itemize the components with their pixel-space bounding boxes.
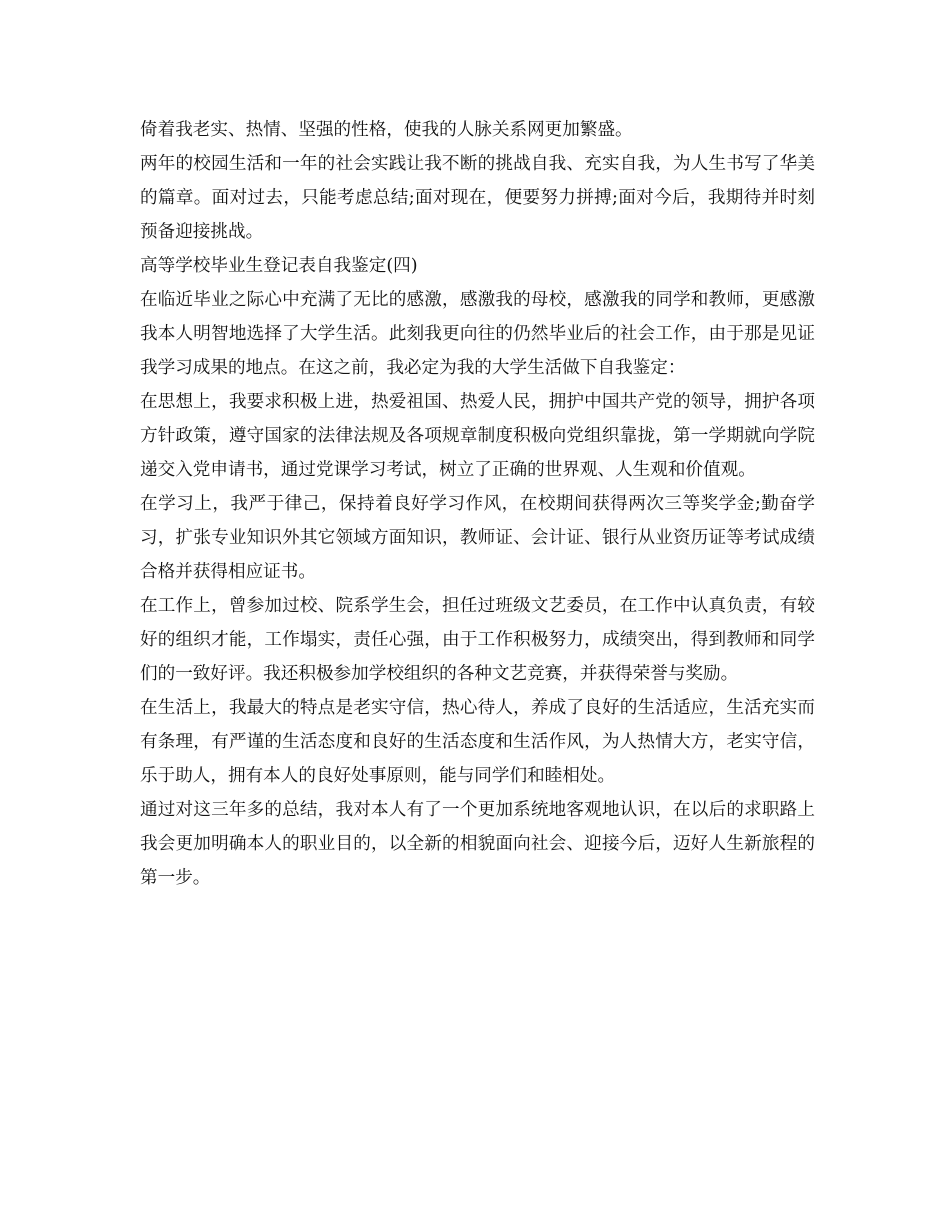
- paragraph-work: 在工作上，曾参加过校、院系学生会，担任过班级文艺委员，在工作中认真负责，有较好的组织才能，工作塌实，责任心强，由于工作积极努力，成绩突出，得到教师和同学们的一致好评。我还积极参加学校组织的各种文艺竞赛，并获得荣誉与奖励。: [140, 596, 815, 684]
- paragraph-closing-sentence: 倚着我老实、热情、坚强的性格，使我的人脉关系网更加繁盛。: [140, 120, 633, 140]
- paragraph-life: 在生活上，我最大的特点是老实守信，热心待人，养成了良好的生活适应，生活充实而有条理，有严谨的生活态度和良好的生活态度和生活作风，为人热情大方，老实守信，乐于助人，拥有本人的良好处事原则，能与同学们和睦相处。: [140, 698, 815, 786]
- section-heading: 高等学校毕业生登记表自我鉴定(四): [140, 256, 418, 276]
- paragraph-ideology: 在思想上，我要求积极上进，热爱祖国、热爱人民，拥护中国共产党的领导，拥护各项方针政策，遵守国家的法律法规及各项规章制度积极向党组织靠拢，第一学期就向学院递交入党申请书，通过党课学习考试，树立了正确的世界观、人生观和价值观。: [140, 392, 815, 480]
- document-body: [140, 113, 815, 895]
- paragraph-conclusion: 通过对这三年多的总结，我对本人有了一个更加系统地客观地认识，在以后的求职路上我会更加明确本人的职业目的，以全新的相貌面向社会、迎接今后，迈好人生新旅程的第一步。: [140, 800, 815, 888]
- paragraph-introduction: 在临近毕业之际心中充满了无比的感激，感激我的母校，感激我的同学和教师，更感激我本人明智地选择了大学生活。此刻我更向往的仍然毕业后的社会工作，由于那是见证我学习成果的地点。在这之前，我必定为我的大学生活做下自我鉴定：: [140, 290, 815, 378]
- paragraph-campus-life-summary: 两年的校园生活和一年的社会实践让我不断的挑战自我、充实自我，为人生书写了华美的篇章。面对过去，只能考虑总结;面对现在，便要努力拼搏;面对今后，我期待并时刻预备迎接挑战。: [140, 154, 815, 242]
- paragraph-study: 在学习上，我严于律己，保持着良好学习作风，在校期间获得两次三等奖学金;勤奋学习，扩张专业知识外其它领域方面知识，教师证、会计证、银行从业资历证等考试成绩合格并获得相应证书。: [140, 494, 815, 582]
